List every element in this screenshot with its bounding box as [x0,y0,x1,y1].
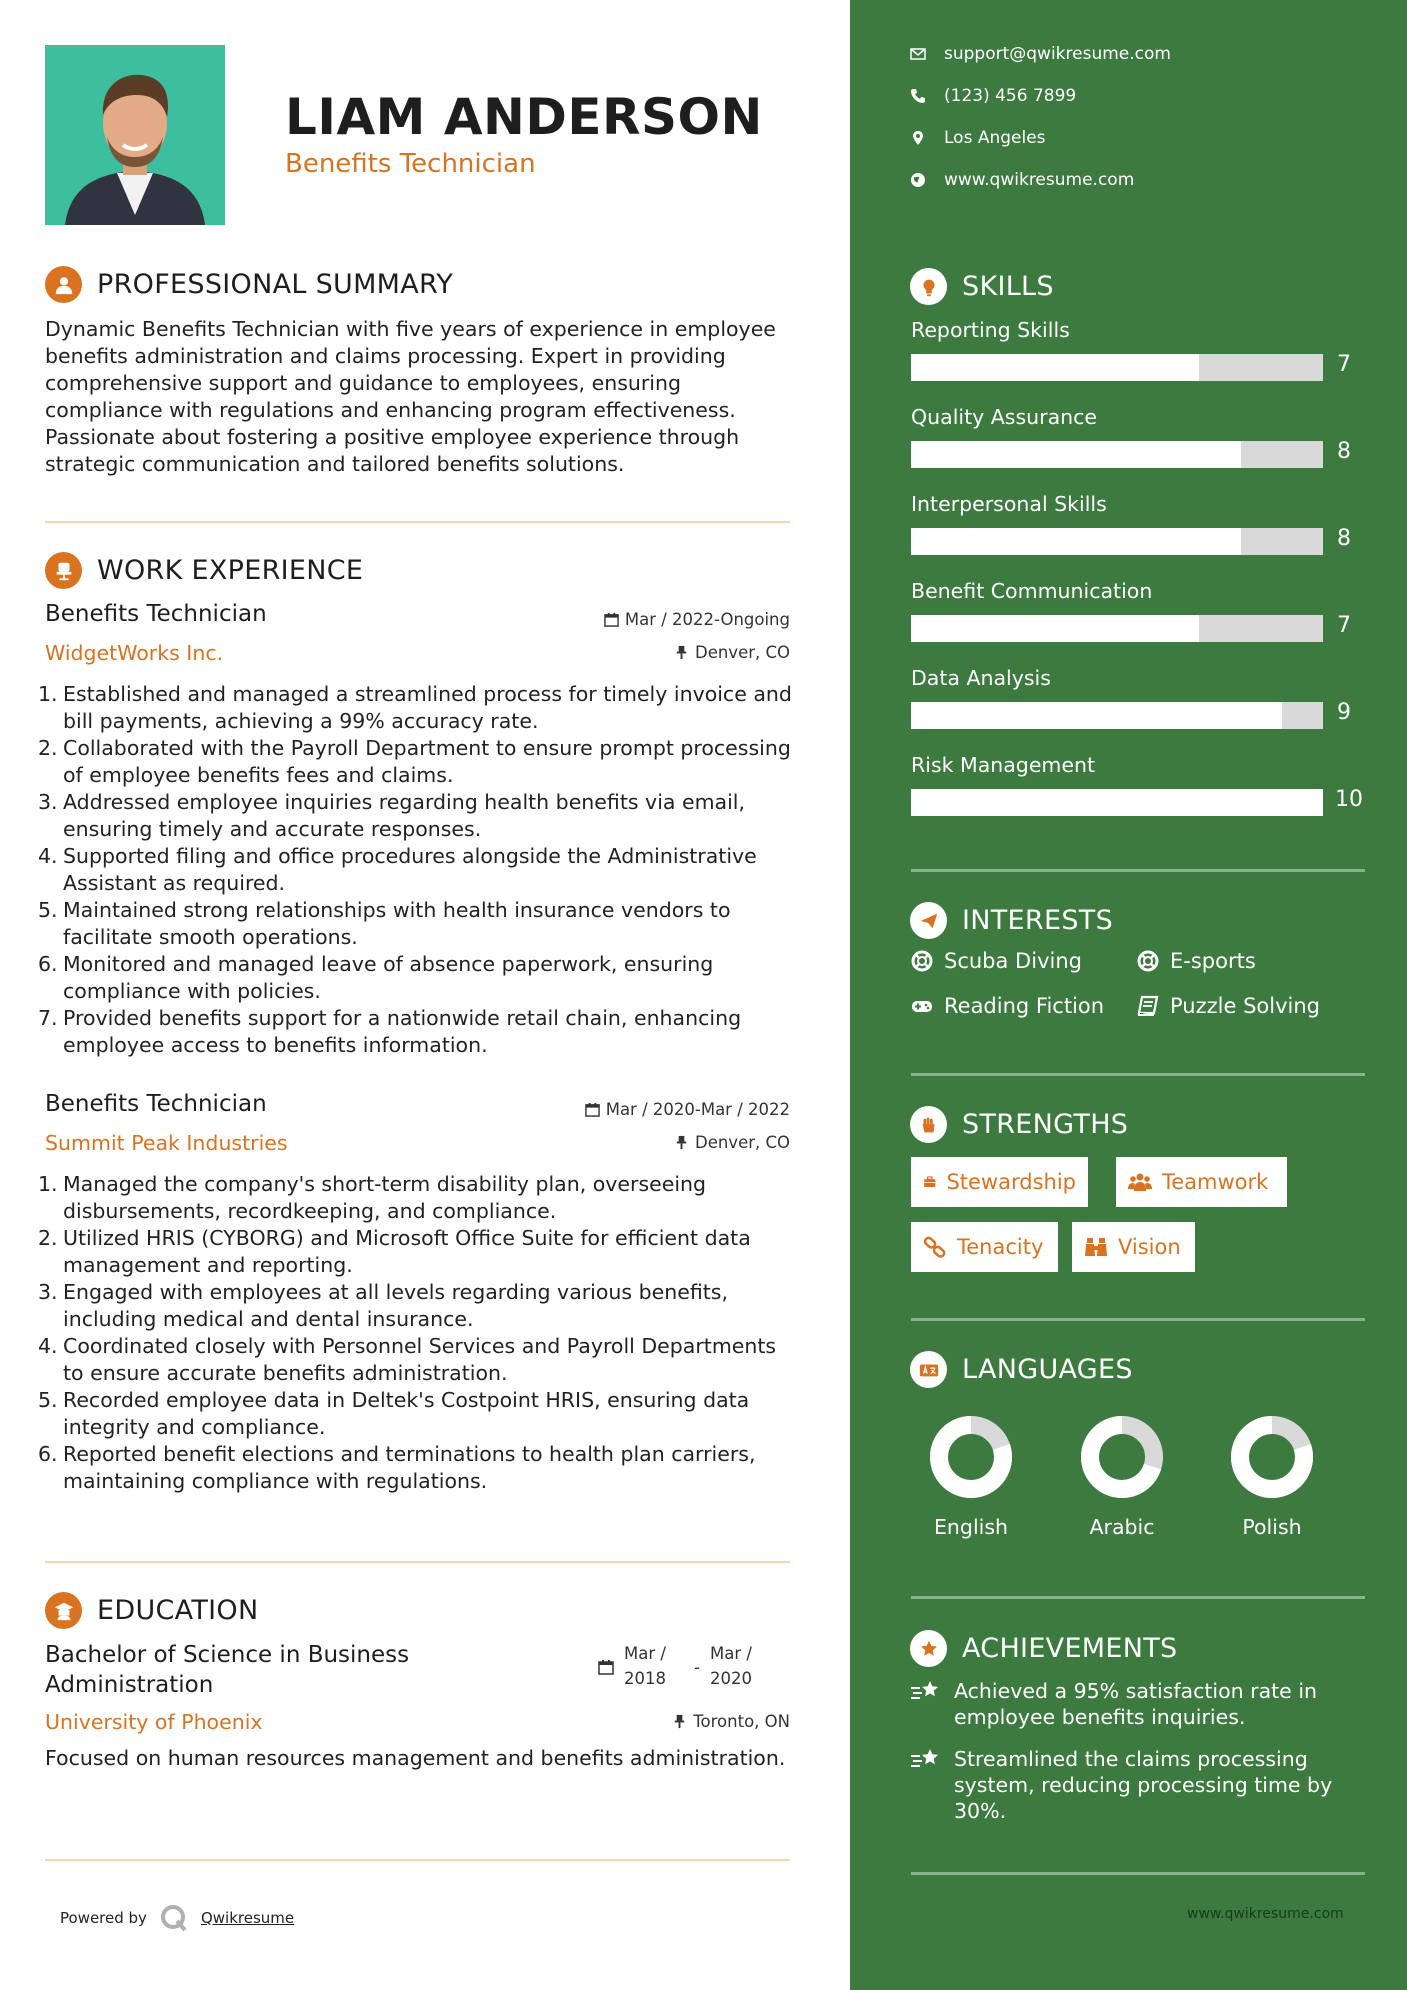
shooting-star-icon [910,1746,942,1772]
skill-name: Quality Assurance [911,405,1098,429]
skill-bar [911,615,1323,642]
briefcase-icon [923,1171,936,1193]
paper-plane-icon [910,902,947,939]
strength-teamwork: Teamwork [1116,1157,1287,1207]
list-item: 2. Utilized HRIS (CYBORG) and Microsoft Office Suite for efficient data management and reporting. [38,1226,751,1277]
skill-name: Interpersonal Skills [911,492,1107,516]
experience-heading: WORK EXPERIENCE [45,552,363,589]
list-item: 5. Recorded employee data in Deltek's Costpoint HRIS, ensuring data integrity and compliance. [38,1388,750,1439]
date-separator: - [694,1658,700,1677]
skill-level: 10 [1335,787,1363,812]
job-location: Denver, CO [674,1133,790,1152]
graduate-icon [45,1592,82,1629]
link-icon [923,1236,947,1258]
list-item: 3. Engaged with employees at all levels regarding various benefits, including medical and dental insurance. [38,1280,728,1331]
degree-title: Bachelor of Science in Business Administration [45,1642,410,1698]
skill-bar-fill [911,441,1241,468]
skills-heading: SKILLS [910,268,1054,305]
strength-tenacity: Tenacity [911,1222,1058,1272]
job-bullets [38,1171,798,1495]
skill-level: 9 [1337,700,1351,725]
binoculars-icon [1084,1236,1108,1258]
candidate-name: LIAM ANDERSON [285,88,763,146]
language-name: Arabic [1089,1515,1155,1539]
skill-level: 8 [1337,439,1351,464]
lifebuoy-icon [1136,949,1160,973]
education-location: Toronto, ON [672,1712,790,1731]
qwikresume-logo-icon [159,1903,189,1933]
skill-bar [911,789,1323,816]
list-item: 1. Managed the company's short-term disability plan, overseeing disbursements, recordkeeping, and compliance. [38,1172,707,1223]
language-item [1072,1415,1172,1539]
calendar-icon [585,1102,600,1117]
section-divider [911,1318,1365,1321]
achievements-heading: ACHIEVEMENTS [910,1630,1178,1667]
skill-name: Risk Management [911,753,1096,777]
section-divider [911,1596,1365,1599]
job-title: Benefits Technician [45,601,267,627]
strength-stewardship: Stewardship [911,1157,1088,1207]
map-marker-icon [910,130,926,146]
pin-icon [674,645,689,660]
section-divider [911,1073,1365,1076]
education-dates [598,1641,770,1691]
candidate-role: Benefits Technician [285,149,536,179]
gamepad-icon [910,994,934,1018]
language-donut [1230,1415,1314,1499]
language-item [921,1415,1021,1539]
skill-bar [911,702,1323,729]
strength-vision: Vision [1072,1222,1195,1272]
powered-by: Powered by Qwikresume [60,1903,294,1933]
language-donut [1080,1415,1164,1499]
chair-icon [45,552,82,589]
contact-website[interactable]: www.qwikresume.com [910,170,1134,190]
list-item: 4. Supported filing and office procedures alongside the Administrative Assistant as required. [38,844,757,895]
interest-e-sports: E-sports [1136,949,1256,973]
users-icon [1128,1171,1152,1193]
skill-level: 7 [1337,352,1351,377]
calendar-icon [604,612,619,627]
section-divider [911,1872,1365,1875]
profile-photo [45,45,225,225]
list-item: 6. Reported benefit elections and terminations to health plan carriers, maintaining compliance with regulations. [38,1442,756,1493]
summary-heading: PROFESSIONAL SUMMARY [45,266,453,303]
education-heading: EDUCATION [45,1592,258,1629]
skill-bar-fill [911,615,1199,642]
section-divider [45,1859,790,1861]
book-icon [1136,994,1160,1018]
pin-icon [674,1135,689,1150]
education-end-date: Mar / 2020 [709,1644,752,1688]
job-location: Denver, CO [674,643,790,662]
skill-name: Data Analysis [911,666,1051,690]
list-item: 2. Collaborated with the Payroll Department to ensure prompt processing of employee benefits fees and claims. [38,736,791,787]
footer-website[interactable]: www.qwikresume.com [1187,1906,1344,1922]
achievement-item: Streamlined the claims processing system, reducing processing time by 30%. [910,1746,1360,1824]
language-item [1222,1415,1322,1539]
skill-name: Benefit Communication [911,579,1153,603]
section-divider [45,1561,790,1563]
list-item: 4. Coordinated closely with Personnel Services and Payroll Departments to ensure accurate benefits administration. [38,1334,777,1385]
interest-scuba-diving: Scuba Diving [910,949,1082,973]
interests-heading: INTERESTS [910,902,1113,939]
education-description: Focused on human resources management and benefits administration. [45,1746,786,1770]
shooting-star-icon [910,1678,942,1704]
fist-icon [910,1106,947,1143]
section-divider [45,521,790,523]
qwikresume-link[interactable]: Qwikresume [200,1909,295,1927]
list-item: 5. Maintained strong relationships with health insurance vendors to facilitate smooth operations. [38,898,731,949]
envelope-icon [910,46,926,62]
list-item: 6. Monitored and managed leave of absence paperwork, ensuring compliance with policies. [38,952,714,1003]
skill-name: Reporting Skills [911,318,1070,342]
school-name: University of Phoenix [45,1710,263,1734]
contact-phone[interactable]: (123) 456 7899 [910,86,1076,106]
skill-bar-fill [911,789,1323,816]
job-dates: Mar / 2022-Ongoing [604,610,790,629]
interest-puzzle-solving: Puzzle Solving [1136,994,1320,1018]
list-item: 1. Established and managed a streamlined process for timely invoice and bill payments, achieving a 99% accuracy rate. [38,682,792,733]
skill-level: 7 [1337,613,1351,638]
skill-bar-fill [911,354,1199,381]
list-item: 3. Addressed employee inquiries regarding health benefits via email, ensuring timely and accurate responses. [38,790,746,841]
lightbulb-icon [910,268,947,305]
languages-heading: LANGUAGES [910,1351,1133,1388]
phone-icon [910,88,926,104]
education-start-date: Mar / 2018 [624,1644,666,1688]
company-name: WidgetWorks Inc. [45,641,224,665]
skill-bar-fill [911,702,1282,729]
achievement-item: Achieved a 95% satisfaction rate in employee benefits inquiries. [910,1678,1360,1730]
language-name: English [933,1515,1009,1539]
skill-bar-fill [911,528,1241,555]
interest-reading-fiction: Reading Fiction [910,994,1104,1018]
skill-level: 8 [1337,526,1351,551]
pin-icon [672,1714,687,1729]
skill-bar [911,441,1323,468]
language-name: Polish [1242,1515,1302,1539]
list-item: 7. Provided benefits support for a nationwide retail chain, enhancing employee access to benefits information. [38,1006,742,1057]
job-title: Benefits Technician [45,1091,267,1117]
strengths-heading: STRENGTHS [910,1106,1128,1143]
calendar-icon [598,1659,614,1675]
summary-text: Dynamic Benefits Technician with five years of experience in employee benefits administration and claims processing. Expert in providing comprehensive support and guidance to employees, ensuring compliance with regulations and enhancing program effectiveness. Passionate about fostering a positive employee experience through strategic communication and tailored benefits solutions. [45,317,776,476]
globe-icon [910,172,926,188]
user-icon [45,266,82,303]
language-donut [929,1415,1013,1499]
section-divider [911,869,1365,872]
job-bullets [38,681,798,1059]
skill-bar [911,528,1323,555]
skill-bar [911,354,1323,381]
lifebuoy-icon [910,949,934,973]
star-badge-icon [910,1630,947,1667]
job-dates: Mar / 2020-Mar / 2022 [585,1100,790,1119]
company-name: Summit Peak Industries [45,1131,288,1155]
language-icon [910,1351,947,1388]
contact-email[interactable]: support@qwikresume.com [910,44,1171,64]
contact-location: Los Angeles [910,128,1046,148]
